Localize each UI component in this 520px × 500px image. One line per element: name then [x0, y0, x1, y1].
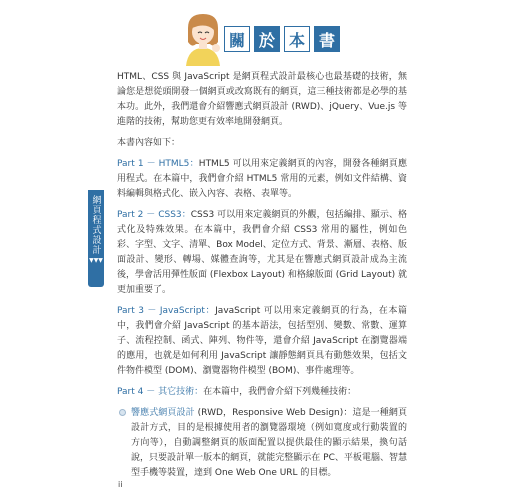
subitem-label: 響應式網頁設計	[131, 408, 195, 418]
triangle-down-icon: ▼▼▼	[89, 257, 103, 264]
section-label: Part 4 － 其它技術：	[117, 387, 204, 397]
subitem-text: (RWD，Responsive Web Design)：這是一種網頁設計方式，目的是根據使用者的瀏覽器環境（例如寬度或行動裝置的方向等），自動調整網頁的版面配置以提供最佳的顯示結果，換句話說，只要設計單一版本的網頁，就能完整顯示在 PC、平板電腦、智慧型手機等裝置，達到 One Web One URL 的目標。	[131, 408, 407, 478]
title-char: 於	[254, 26, 280, 52]
page-content	[117, 70, 407, 487]
section-label: Part 1 － HTML5：	[117, 159, 199, 169]
subitem-rwd	[117, 406, 407, 481]
bullet-icon	[119, 409, 126, 416]
contents-heading: 本書內容如下：	[117, 138, 181, 148]
section-text: CSS3 可以用來定義網頁的外觀，包括編排、顯示、格式化及特殊效果。在本篇中，我們會介紹 CSS3 常用的屬性，例如色彩、字型、文字、清單、Box Model、定位方式、背景、漸層、表格、版面設計、變形、轉場、媒體查詢等，尤其是在響應式網頁設計成為主流後，學會活用彈性版面 (Flexbox Layout) 和格線版面 (Grid Layout) 就更加重要了。	[117, 210, 407, 295]
side-tab-label: 網頁程式設計	[90, 195, 101, 255]
intro-paragraph: HTML、CSS 與 JavaScript 是網頁程式設計最核心也最基礎的技術，無論您是想從頭開發一個網頁或改寫既有的網頁，這三種技術都是必學的基本功。此外，我們還會介紹響應式網頁設計 (RWD)、jQuery、Vue.js 等進階的技術，幫助您更有效率地開發網頁。	[117, 72, 407, 127]
chapter-side-tab	[88, 190, 104, 287]
section-part1	[117, 157, 407, 202]
section-text: 在本篇中，我們會介紹下列幾種技術：	[203, 387, 357, 397]
title-char: 書	[314, 26, 340, 52]
section-text: JavaScript 可以用來定義網頁的行為，在本篇中，我們會介紹 JavaScript 的基本語法，包括型別、變數、常數、運算子、流程控制、函式、陣列、物件等，還會介紹 JavaScript 在瀏覽器端的應用，也就是如何利用 JavaScript 讓靜態網頁具有動態效果，包括文件物件模型 (DOM)、瀏覽器物件模型 (BOM)、事件處理等。	[117, 306, 407, 376]
book-title	[224, 26, 340, 52]
page-number: ii	[118, 480, 123, 489]
section-part3	[117, 304, 407, 379]
section-text: HTML5 可以用來定義網頁的內容，開發各種網頁應用程式。在本篇中，我們會介紹 HTML5 常用的元素，例如文件結構、資料編輯與格式化、嵌入內容、表格、表單等。	[117, 159, 407, 199]
section-part4	[117, 385, 407, 400]
title-char: 本	[284, 26, 310, 52]
title-char: 關	[224, 26, 250, 52]
section-label: Part 3 － JavaScript：	[117, 306, 216, 316]
section-part2	[117, 208, 407, 298]
section-label: Part 2 － CSS3：	[117, 210, 191, 220]
